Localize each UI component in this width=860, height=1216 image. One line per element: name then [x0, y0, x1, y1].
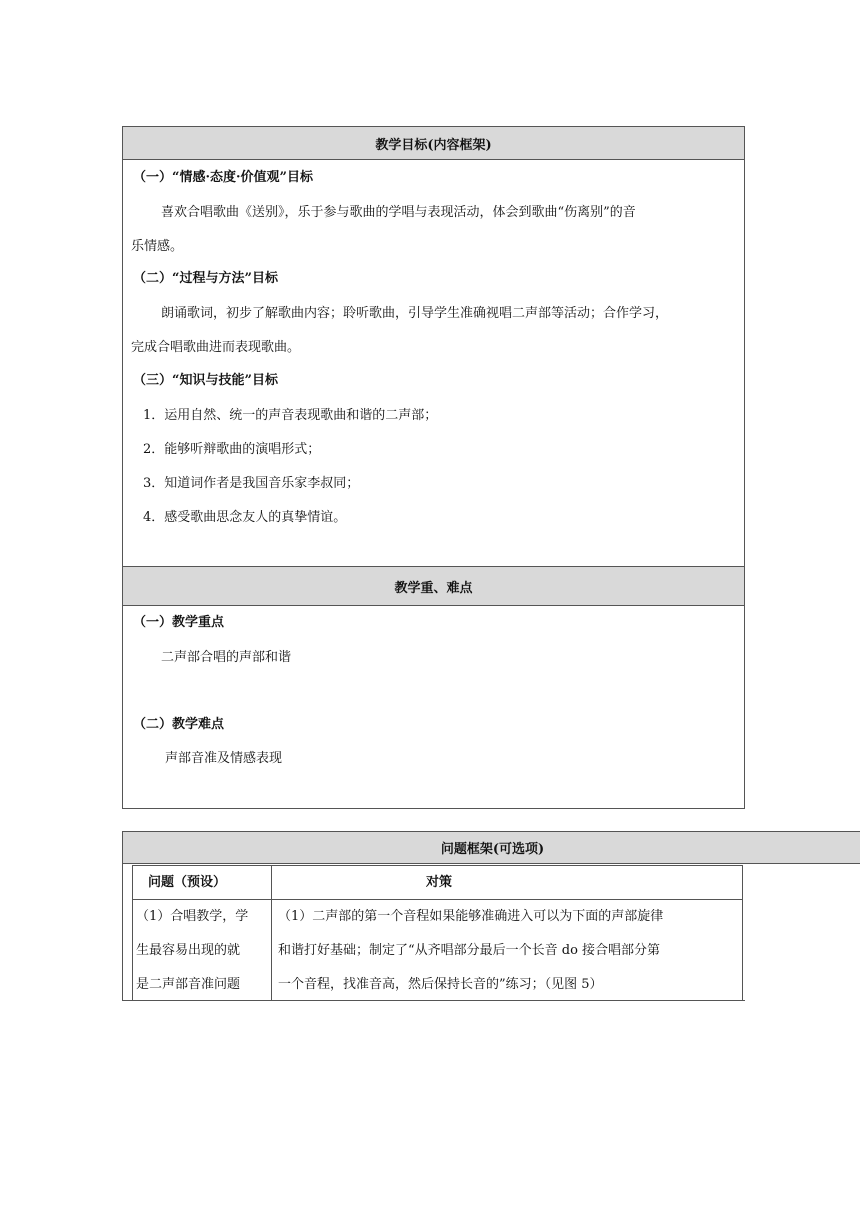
question-line: 生最容易出现的就	[136, 943, 241, 958]
table-border	[271, 865, 272, 1001]
goals-item: 3．知道词作者是我国音乐家李叔同；	[143, 476, 360, 491]
goals-sec2-title: （二）“过程与方法”目标	[133, 271, 278, 286]
question-line: （1）合唱教学，学	[136, 909, 249, 924]
col-strategy-header: 对策	[426, 875, 453, 890]
table-border	[132, 899, 742, 900]
table-border	[122, 1000, 745, 1001]
goals-sec1-p2: 乐情感。	[131, 239, 184, 254]
goals-table	[122, 126, 745, 809]
strategy-line: 一个音程，找准音高，然后保持长音的”练习；（见图 5）	[278, 977, 603, 992]
goals-item: 1．运用自然、统一的声音表现歌曲和谐的二声部；	[143, 408, 438, 423]
col-question-header: 问题（预设）	[148, 875, 227, 890]
focus-title: （一）教学重点	[133, 615, 225, 630]
key-points-header	[123, 566, 744, 606]
focus-text: 二声部合唱的声部和谐	[161, 650, 292, 665]
table-border	[132, 865, 133, 1001]
table-border	[122, 863, 860, 864]
table-border	[122, 831, 123, 1001]
goals-header-text: 教学目标(内容框架)	[375, 137, 492, 153]
goals-sec2-p2: 完成合唱歌曲进而表现歌曲。	[131, 340, 301, 355]
goals-sec1-title: （一）“情感·态度·价值观”目标	[133, 170, 314, 185]
difficulty-text: 声部音准及情感表现	[165, 751, 283, 766]
questions-header	[122, 831, 860, 863]
question-line: 是二声部音准问题	[136, 977, 241, 992]
questions-table	[122, 831, 860, 1001]
key-points-header-text: 教学重、难点	[394, 580, 473, 596]
goals-sec2-p1: 朗诵歌词，初步了解歌曲内容；聆听歌曲，引导学生准确视唱二声部等活动；合作学习，	[161, 306, 669, 321]
goals-header	[123, 127, 744, 160]
difficulty-title: （二）教学难点	[133, 717, 225, 732]
questions-header-text: 问题框架(可选项)	[440, 842, 545, 857]
strategy-line: （1）二声部的第一个音程如果能够准确进入可以为下面的声部旋律	[278, 909, 664, 924]
table-border	[742, 865, 743, 1001]
table-border	[132, 865, 742, 866]
strategy-line: 和谐打好基础；制定了“从齐唱部分最后一个长音 do 接合唱部分第	[278, 943, 661, 958]
goals-sec3-title: （三）“知识与技能”目标	[133, 373, 278, 388]
goals-item: 2．能够听辩歌曲的演唱形式；	[143, 442, 321, 457]
goals-item: 4．感受歌曲思念友人的真挚情谊。	[143, 510, 347, 525]
goals-sec1-p1: 喜欢合唱歌曲《送别》，乐于参与歌曲的学唱与表现活动，体会到歌曲“伤离别”的音	[161, 205, 636, 220]
